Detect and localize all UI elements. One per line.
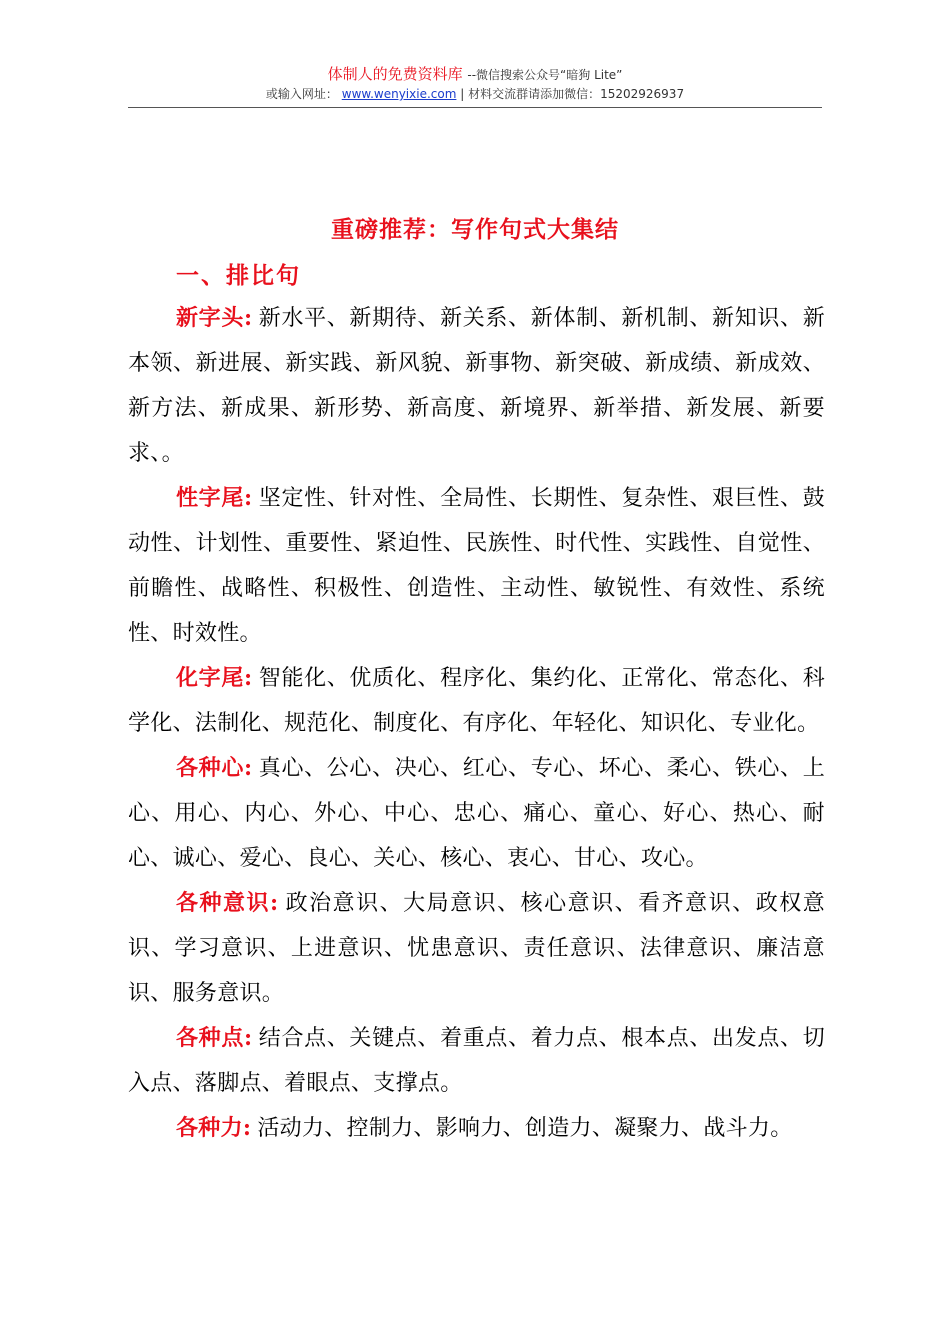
term-list: 坚定性、针对性、全局性、长期性、复杂性、艰巨性、鼓动性、计划性、重要性、紧迫性、民族性、时代性、实践性、自觉性、前瞻性、战略性、积极性、创造性、主动性、敏锐性、有效性、系统性、时效性。 — [128, 486, 825, 646]
paragraph-hua-suffix — [128, 656, 825, 746]
term-label: 新字头 — [176, 305, 244, 331]
term-colon: : — [244, 485, 253, 511]
document-title: 重磅推荐：写作句式大集结 — [331, 216, 619, 243]
term-colon: : — [270, 890, 279, 916]
term-label: 各种力 — [176, 1115, 243, 1141]
term-list: 结合点、关键点、着重点、着力点、根本点、出发点、切入点、落脚点、着眼点、支撑点。 — [128, 1026, 825, 1096]
term-colon: : — [242, 1115, 252, 1141]
header-contact: | 材料交流群请添加微信：15202926937 — [460, 87, 685, 101]
term-label: 各种点 — [176, 1025, 244, 1051]
term-label: 各种心 — [176, 755, 244, 781]
header-contact-line — [0, 85, 950, 103]
header-url-link[interactable]: www.wenyixie.com — [341, 87, 457, 101]
term-list: 活动力、控制力、影响力、创造力、凝聚力、战斗力。 — [257, 1116, 793, 1141]
term-list: 真心、公心、决心、红心、专心、坏心、柔心、铁心、上心、用心、内心、外心、中心、忠心、痛心、童心、好心、热心、耐心、诚心、爱心、良心、关心、核心、衷心、甘心、攻心。 — [128, 756, 825, 871]
document-body — [128, 296, 825, 1151]
header-brand-line — [0, 64, 950, 85]
paragraph-xing-suffix — [128, 476, 825, 656]
paragraph-point-types — [128, 1016, 825, 1106]
section-heading: 一、排比句 — [176, 262, 301, 289]
header-wechat-note: --微信搜索公众号“暗狗 Lite” — [467, 68, 623, 82]
page-header — [0, 64, 950, 103]
term-label: 性字尾 — [176, 485, 244, 511]
term-list: 新水平、新期待、新关系、新体制、新机制、新知识、新本领、新进展、新实践、新风貌、新事物、新突破、新成绩、新成效、新方法、新成果、新形势、新高度、新境界、新举措、新发展、新要求、。 — [128, 306, 825, 466]
header-url-prefix: 或输入网址： — [265, 87, 338, 101]
header-divider — [128, 107, 822, 108]
paragraph-power-types — [128, 1106, 825, 1151]
term-colon: : — [244, 755, 253, 781]
term-colon: : — [244, 1025, 253, 1051]
term-label: 化字尾 — [176, 665, 244, 691]
term-list: 智能化、优质化、程序化、集约化、正常化、常态化、科学化、法制化、规范化、制度化、有序化、年轻化、知识化、专业化。 — [128, 666, 825, 736]
paragraph-awareness-types — [128, 881, 825, 1016]
paragraph-new-prefix — [128, 296, 825, 476]
term-colon: : — [244, 305, 253, 331]
term-colon: : — [244, 665, 253, 691]
header-brand: 体制人的免费资料库 — [327, 65, 463, 83]
term-label: 各种意识 — [176, 890, 271, 916]
paragraph-xin-types — [128, 746, 825, 881]
term-list: 政治意识、大局意识、核心意识、看齐意识、政权意识、学习意识、上进意识、忧患意识、责任意识、法律意识、廉洁意识、服务意识。 — [128, 891, 825, 1006]
